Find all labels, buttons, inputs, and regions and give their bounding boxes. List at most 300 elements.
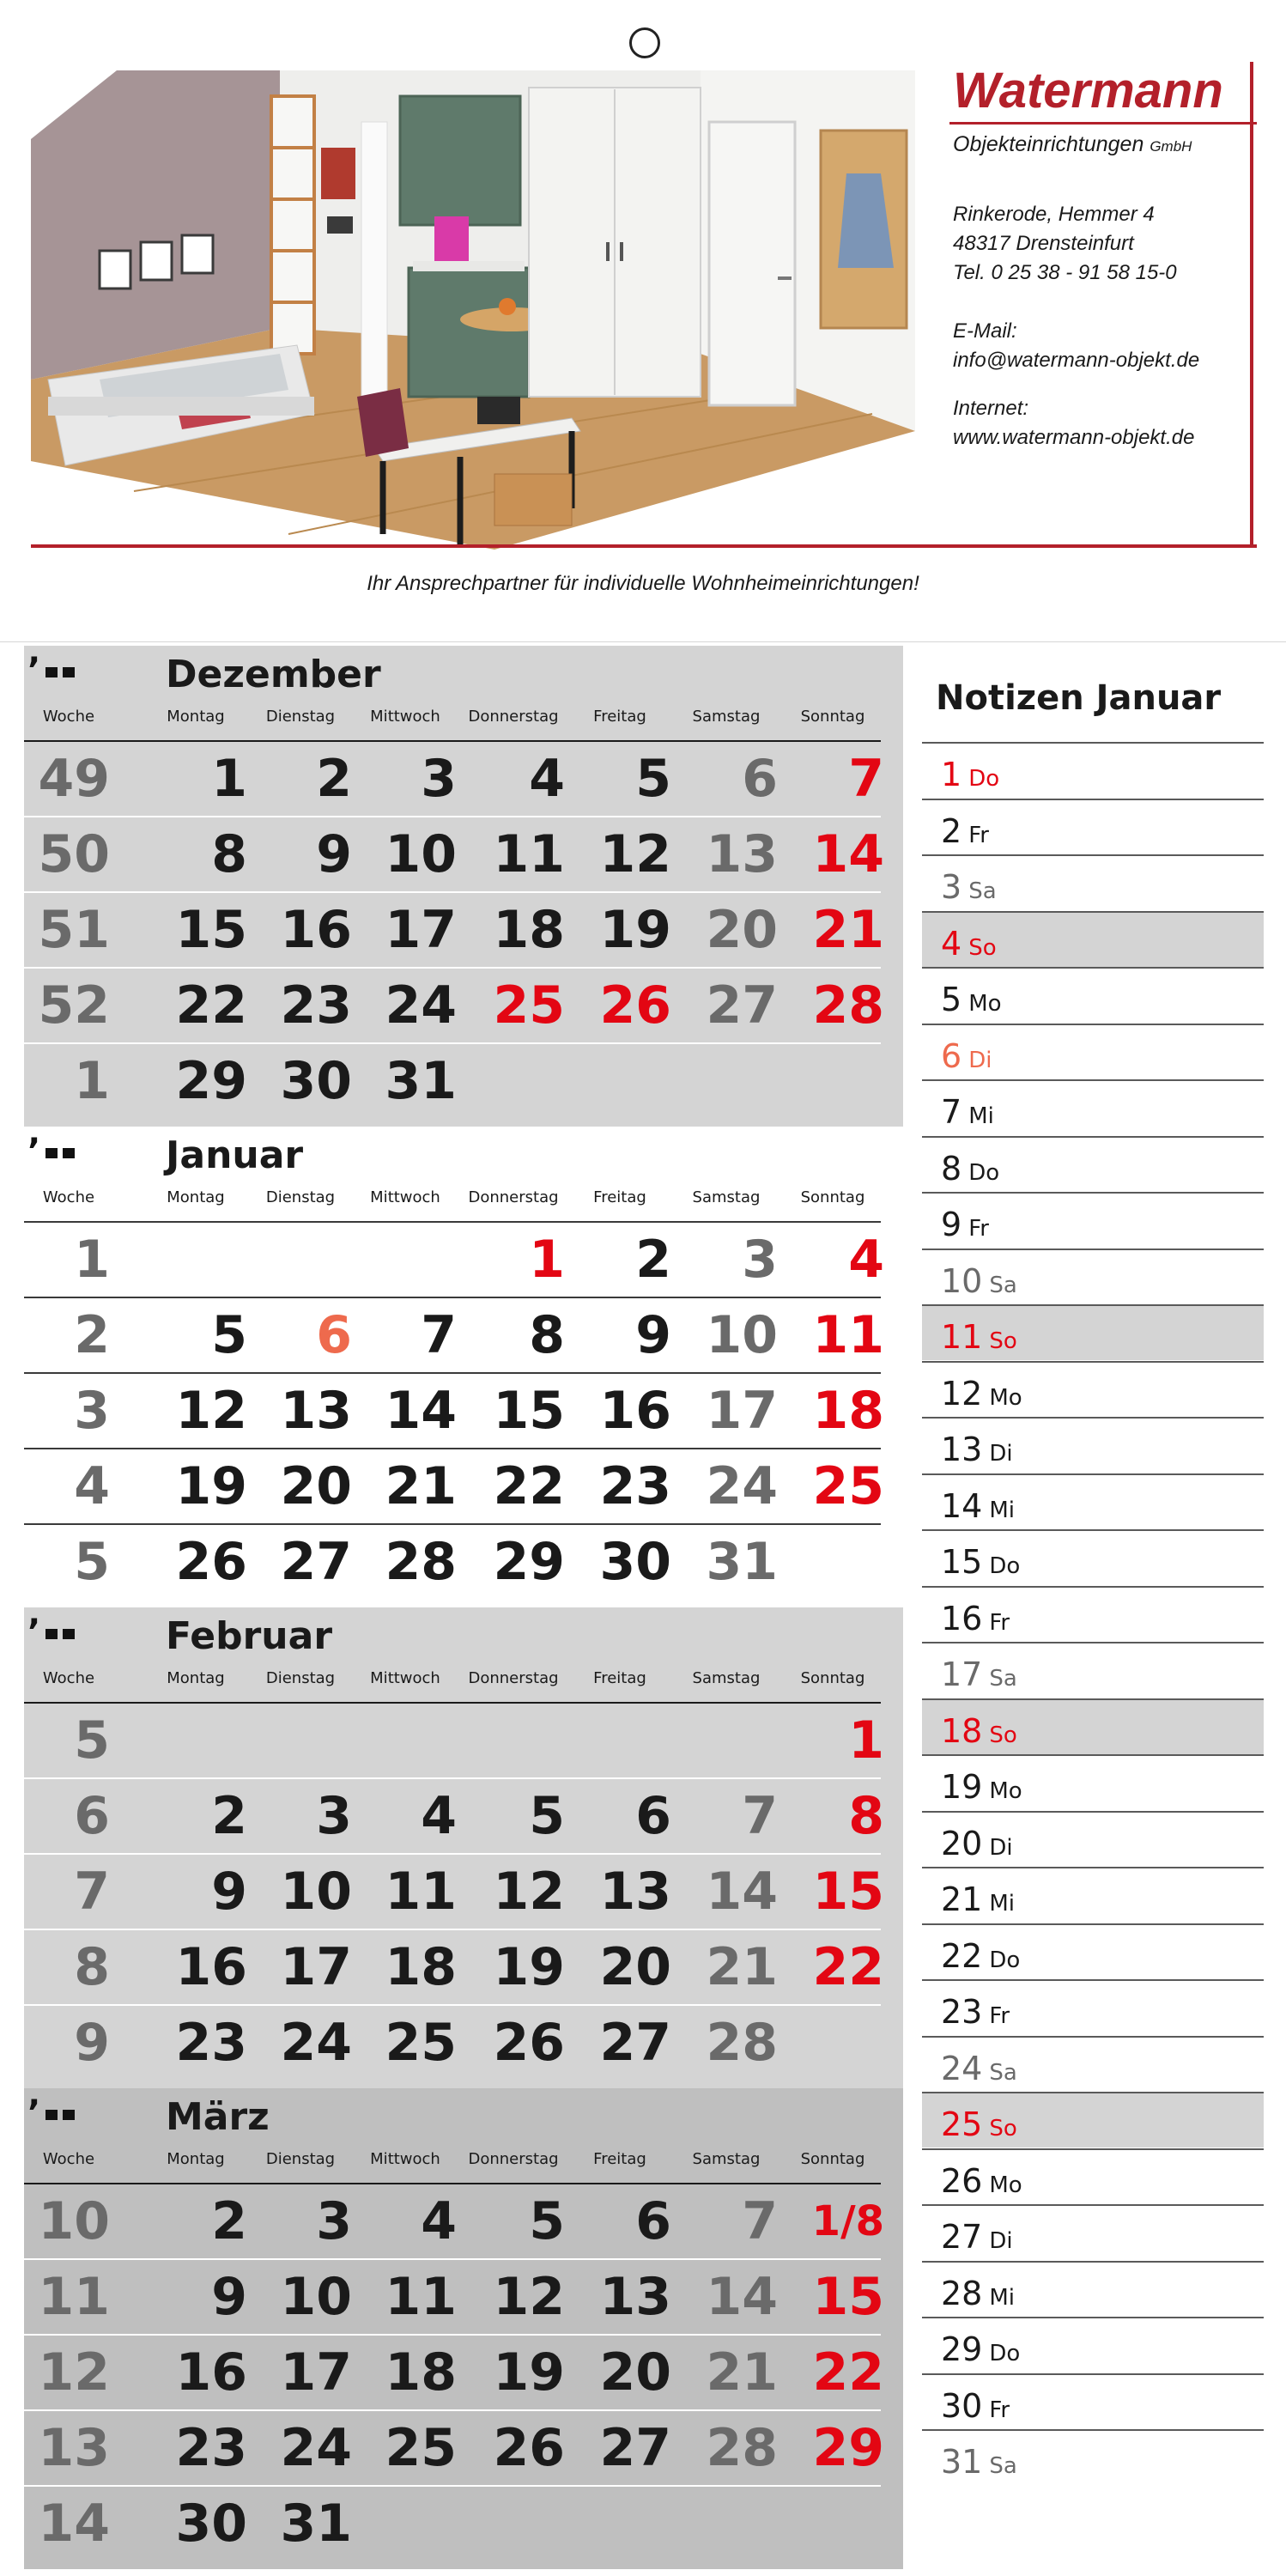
day-number: 24 [280, 2418, 352, 2478]
day-number: 5 [529, 1786, 565, 1846]
note-day-row[interactable] [922, 1361, 1264, 1417]
day-number: 14 [812, 824, 884, 884]
month-block-dezember [24, 646, 903, 1127]
week-column-header: Woche [42, 1669, 95, 1687]
note-day-digit: 26 [941, 2161, 983, 2200]
year-digit-box [63, 1629, 75, 1639]
day-number: 9 [211, 2267, 247, 2327]
day-number: 3 [421, 749, 457, 809]
weekday-header: Samstag [692, 1188, 761, 1206]
day-number: 2 [635, 1230, 671, 1290]
year-digit-box [63, 1148, 75, 1158]
notes-title: Notizen Januar [936, 678, 1222, 718]
note-day-row[interactable] [922, 1136, 1264, 1192]
day-number: 1/8 [811, 2197, 884, 2245]
note-day-digit: 7 [941, 1093, 962, 1131]
week-number: 9 [74, 2013, 110, 2073]
day-number: 25 [385, 2013, 457, 2073]
calendar-week-row [24, 1042, 881, 1118]
day-number: 3 [316, 2191, 352, 2251]
calendar-week-row [24, 816, 884, 891]
weekday-header: Mittwoch [370, 708, 440, 726]
year-apostrophe: ’ [27, 2093, 41, 2133]
note-weekday: So [989, 1722, 1017, 1748]
day-number: 21 [706, 1937, 778, 1997]
row-divider [24, 2409, 881, 2411]
note-day-row[interactable] [922, 2148, 1264, 2204]
company-email-label: E-Mail: [953, 319, 1017, 343]
day-number: 14 [706, 1862, 778, 1922]
day-number: 12 [493, 1862, 565, 1922]
day-number: 20 [599, 2342, 671, 2403]
note-day-number [941, 756, 999, 793]
day-number: 7 [742, 2191, 778, 2251]
day-number: 9 [211, 1862, 247, 1922]
calendar-week-row [24, 2485, 881, 2561]
day-number: 10 [385, 824, 457, 884]
row-divider [24, 1523, 881, 1525]
month-name: Dezember [166, 653, 381, 696]
weekday-header: Mittwoch [370, 2150, 440, 2168]
day-number: 17 [385, 900, 457, 960]
day-number: 26 [493, 2013, 565, 2073]
calendar-week-row [24, 1372, 884, 1448]
day-number: 26 [493, 2418, 565, 2478]
day-number: 9 [635, 1305, 671, 1365]
row-divider [24, 967, 881, 969]
day-number: 29 [812, 2418, 884, 2478]
note-day-digit: 1 [941, 756, 962, 793]
day-number: 1 [848, 1710, 884, 1771]
weekday-header: Dienstag [265, 1669, 336, 1687]
note-weekday: Di [968, 1047, 992, 1073]
day-number: 23 [175, 2418, 247, 2478]
row-divider [24, 816, 881, 817]
note-day-number [941, 1037, 992, 1075]
note-day-digit: 15 [941, 1543, 983, 1581]
day-number: 28 [706, 2013, 778, 2073]
calendar-week-row [24, 1929, 884, 2004]
note-weekday: So [989, 1328, 1017, 1354]
note-day-digit: 23 [941, 1993, 983, 2031]
row-divider [24, 1448, 881, 1449]
note-day-digit: 27 [941, 2218, 983, 2256]
note-day-row[interactable] [922, 1923, 1264, 1979]
note-day-digit: 30 [941, 2386, 983, 2425]
day-number: 20 [280, 1456, 352, 1516]
day-number: 17 [706, 1381, 778, 1441]
company-web-label: Internet: [953, 397, 1029, 420]
note-weekday: Sa [989, 1272, 1017, 1298]
room-interior-photo [31, 70, 915, 550]
day-number: 30 [599, 1532, 671, 1592]
day-number: 13 [599, 1862, 671, 1922]
year-digit-box [45, 1148, 58, 1158]
day-number: 29 [175, 1051, 247, 1111]
note-day-digit: 16 [941, 1599, 983, 1637]
note-day-digit: 19 [941, 1768, 983, 1806]
note-day-digit: 4 [941, 924, 962, 963]
note-day-row[interactable] [922, 1249, 1264, 1304]
day-number: 2 [211, 1786, 247, 1846]
company-web[interactable]: www.watermann-objekt.de [953, 426, 1195, 449]
year-digit-box [45, 667, 58, 677]
day-number: 27 [706, 975, 778, 1036]
day-number: 24 [706, 1456, 778, 1516]
weekday-header: Dienstag [265, 1188, 336, 1206]
weekday-header: Mittwoch [370, 1669, 440, 1687]
year-mark [27, 2093, 75, 2133]
weekday-header: Donnerstag [468, 2150, 559, 2168]
day-number: 15 [812, 1862, 884, 1922]
day-number: 25 [812, 1456, 884, 1516]
row-divider [24, 2334, 881, 2336]
year-digit-box [45, 2110, 58, 2120]
weekday-header: Donnerstag [468, 708, 559, 726]
note-day-number [941, 2162, 1022, 2200]
day-number: 18 [493, 900, 565, 960]
week-number: 5 [74, 1710, 110, 1771]
weekday-header: Dienstag [265, 2150, 336, 2168]
week-number: 49 [38, 749, 110, 809]
day-number: 13 [706, 824, 778, 884]
company-subtitle [953, 132, 1192, 157]
day-number: 6 [635, 2191, 671, 2251]
weekday-header: Sonntag [800, 2150, 865, 2168]
day-number: 9 [316, 824, 352, 884]
slogan: Ihr Ansprechpartner für individuelle Wohnheimeinrichtungen! [367, 572, 919, 595]
day-number: 22 [493, 1456, 565, 1516]
year-mark [27, 1132, 75, 1171]
week-number: 2 [74, 1305, 110, 1365]
note-day-row[interactable] [922, 854, 1264, 910]
row-divider [24, 1702, 881, 1704]
note-day-number [941, 2050, 1017, 2087]
month-name: März [166, 2095, 270, 2139]
week-column-header: Woche [42, 1188, 95, 1206]
day-number: 27 [280, 1532, 352, 1592]
day-number: 31 [385, 1051, 457, 1111]
day-number: 27 [599, 2418, 671, 2478]
month-block-januar [24, 1127, 903, 1607]
week-number: 51 [38, 900, 110, 960]
weekday-header: Freitag [593, 2150, 646, 2168]
note-day-number [941, 1937, 1020, 1975]
note-day-number [941, 812, 989, 850]
note-day-row[interactable] [922, 2317, 1264, 2372]
note-day-digit: 20 [941, 1824, 983, 1862]
day-number: 28 [385, 1532, 457, 1592]
note-day-digit: 8 [941, 1149, 962, 1188]
note-day-row[interactable] [922, 1979, 1264, 2035]
year-apostrophe: ’ [27, 1613, 41, 1652]
day-number: 11 [385, 1862, 457, 1922]
row-divider [24, 2485, 881, 2487]
note-day-row[interactable] [922, 2373, 1264, 2429]
note-weekday: Fr [968, 1216, 989, 1242]
day-number: 16 [175, 2342, 247, 2403]
day-number: 11 [812, 1305, 884, 1365]
note-weekday: Sa [989, 1666, 1017, 1692]
weekday-header: Donnerstag [468, 1669, 559, 1687]
note-day-number [941, 868, 997, 906]
note-day-row[interactable] [922, 1698, 1264, 1754]
day-number: 24 [385, 975, 457, 1036]
note-day-number [941, 1768, 1022, 1806]
day-number: 4 [529, 749, 565, 809]
day-number: 25 [493, 975, 565, 1036]
day-number: 19 [175, 1456, 247, 1516]
calendar-week-row [24, 1523, 881, 1599]
note-day-row[interactable] [922, 1754, 1264, 1810]
day-number: 13 [599, 2267, 671, 2327]
note-day-number [941, 2218, 1013, 2256]
note-day-number [941, 2387, 1010, 2425]
note-day-row[interactable] [922, 1024, 1264, 1079]
note-weekday: Di [989, 1441, 1013, 1467]
note-day-row[interactable] [922, 799, 1264, 854]
day-number: 2 [211, 2191, 247, 2251]
day-number: 21 [706, 2342, 778, 2403]
week-number: 1 [74, 1051, 110, 1111]
weekday-header: Samstag [692, 708, 761, 726]
day-number: 27 [599, 2013, 671, 2073]
weekday-header: Dienstag [265, 708, 336, 726]
day-number: 23 [599, 1456, 671, 1516]
note-day-number [941, 2330, 1020, 2368]
week-number: 5 [74, 1532, 110, 1592]
calendar-week-row [24, 1448, 884, 1523]
note-day-digit: 9 [941, 1206, 962, 1243]
note-day-number [941, 1600, 1010, 1637]
day-number: 31 [706, 1532, 778, 1592]
note-day-row[interactable] [922, 1192, 1264, 1248]
company-name-underline [949, 122, 1257, 125]
calendar-week-row [24, 2183, 884, 2258]
note-weekday: So [989, 2116, 1017, 2142]
calendar-week-row [24, 1853, 884, 1929]
note-day-row[interactable] [922, 911, 1264, 967]
note-day-digit: 25 [941, 2105, 983, 2143]
company-phone: Tel. 0 25 38 - 91 58 15-0 [953, 261, 1177, 284]
note-day-row[interactable] [922, 1642, 1264, 1698]
note-weekday: Mo [989, 1778, 1022, 1804]
day-number: 25 [385, 2418, 457, 2478]
note-day-digit: 2 [941, 811, 962, 850]
note-day-row[interactable] [922, 967, 1264, 1023]
row-divider [24, 1777, 881, 1779]
day-number: 4 [421, 2191, 457, 2251]
row-divider [24, 2183, 881, 2184]
calendar-week-row [24, 1221, 884, 1297]
calendar-week-row [24, 2004, 881, 2080]
note-day-digit: 11 [941, 1318, 983, 1356]
note-day-row[interactable] [922, 2429, 1264, 2485]
weekday-header: Donnerstag [468, 1188, 559, 1206]
note-day-digit: 24 [941, 2049, 983, 2087]
note-weekday: So [968, 934, 997, 961]
day-number: 5 [529, 2191, 565, 2251]
day-number: 16 [280, 900, 352, 960]
day-number: 28 [812, 975, 884, 1036]
day-number: 16 [175, 1937, 247, 1997]
day-number: 15 [493, 1381, 565, 1441]
year-digit-box [63, 2110, 75, 2120]
note-weekday: Fr [989, 1609, 1010, 1636]
day-number: 24 [280, 2013, 352, 2073]
day-number: 2 [316, 749, 352, 809]
note-day-digit: 13 [941, 1431, 983, 1468]
day-number: 6 [742, 749, 778, 809]
note-day-row[interactable] [922, 1811, 1264, 1867]
note-day-digit: 22 [941, 1936, 983, 1975]
week-number: 52 [38, 975, 110, 1036]
day-number: 22 [812, 1937, 884, 1997]
day-number: 11 [385, 2267, 457, 2327]
note-weekday: Fr [989, 2003, 1010, 2029]
day-number: 19 [493, 2342, 565, 2403]
month-name: Februar [166, 1614, 333, 1658]
row-divider [24, 2258, 881, 2260]
weekday-header: Sonntag [800, 1188, 865, 1206]
calendar-week-row [24, 891, 884, 967]
day-number: 29 [493, 1532, 565, 1592]
day-number: 17 [280, 2342, 352, 2403]
week-number: 3 [74, 1381, 110, 1441]
day-number: 30 [175, 2494, 247, 2554]
note-weekday: Di [989, 1834, 1013, 1861]
year-mark [27, 1613, 75, 1652]
note-weekday: Sa [989, 2453, 1017, 2479]
day-number: 8 [848, 1786, 884, 1846]
weekday-header: Mittwoch [370, 1188, 440, 1206]
note-day-row[interactable] [922, 1586, 1264, 1642]
note-day-number [941, 1150, 999, 1188]
company-subtitle-text: Objekteinrichtungen [953, 132, 1144, 156]
note-day-digit: 21 [941, 1880, 983, 1918]
note-weekday: Do [989, 2341, 1021, 2366]
note-day-digit: 31 [941, 2443, 983, 2481]
note-day-number [941, 1262, 1017, 1300]
day-number: 6 [316, 1305, 352, 1365]
year-digit-box [63, 667, 75, 677]
note-day-row[interactable] [922, 2204, 1264, 2260]
day-number: 30 [280, 1051, 352, 1111]
note-day-row[interactable] [922, 1473, 1264, 1529]
weekday-header: Montag [167, 2150, 225, 2168]
company-street: Rinkerode, Hemmer 4 [953, 203, 1155, 226]
day-number: 8 [211, 824, 247, 884]
week-number: 11 [38, 2267, 110, 2327]
day-number: 7 [742, 1786, 778, 1846]
weekday-header: Montag [167, 1669, 225, 1687]
day-number: 23 [175, 2013, 247, 2073]
note-day-digit: 10 [941, 1261, 983, 1300]
note-day-digit: 6 [941, 1036, 962, 1075]
day-number: 23 [280, 975, 352, 1036]
weekday-header: Sonntag [800, 708, 865, 726]
note-day-number [941, 1487, 1015, 1525]
week-number: 50 [38, 824, 110, 884]
weekday-header: Freitag [593, 1669, 646, 1687]
note-day-digit: 18 [941, 1711, 983, 1750]
calendar-week-row [24, 2334, 884, 2409]
day-number: 19 [599, 900, 671, 960]
note-day-row[interactable] [922, 1867, 1264, 1923]
note-weekday: Sa [989, 2059, 1017, 2086]
note-day-row[interactable] [922, 1417, 1264, 1473]
row-divider [24, 1042, 881, 1044]
note-day-digit: 17 [941, 1656, 983, 1693]
week-number: 10 [38, 2191, 110, 2251]
note-day-number [941, 2443, 1017, 2481]
year-digit-box [45, 1629, 58, 1639]
day-number: 26 [175, 1532, 247, 1592]
calendar-week-row [24, 740, 884, 816]
calendar-week-row [24, 2258, 884, 2334]
note-weekday: Do [989, 1947, 1021, 1973]
row-divider [24, 1372, 881, 1374]
note-day-row[interactable] [922, 1079, 1264, 1135]
week-number: 13 [38, 2418, 110, 2478]
note-weekday: Mi [989, 2284, 1016, 2311]
day-number: 22 [812, 2342, 884, 2403]
note-day-digit: 3 [941, 868, 962, 906]
company-email[interactable]: info@watermann-objekt.de [953, 349, 1200, 372]
day-number: 18 [812, 1381, 884, 1441]
note-weekday: Fr [968, 822, 989, 848]
row-divider [24, 740, 881, 742]
day-number: 10 [706, 1305, 778, 1365]
note-weekday: Fr [989, 2397, 1010, 2423]
note-day-row[interactable] [922, 2036, 1264, 2092]
day-number: 13 [280, 1381, 352, 1441]
note-day-row[interactable] [922, 1529, 1264, 1585]
day-number: 26 [599, 975, 671, 1036]
note-day-number [941, 1318, 1017, 1356]
day-number: 21 [812, 900, 884, 960]
note-day-number [941, 1880, 1015, 1918]
day-number: 20 [706, 900, 778, 960]
note-weekday: Do [968, 1159, 1000, 1186]
note-weekday: Mi [989, 1891, 1016, 1917]
day-number: 1 [529, 1230, 565, 1290]
weekday-header: Montag [167, 1188, 225, 1206]
note-weekday: Mo [989, 1384, 1022, 1411]
company-legal-suffix: GmbH [1150, 138, 1192, 155]
row-divider [24, 1221, 881, 1223]
note-day-digit: 14 [941, 1486, 983, 1525]
note-day-row[interactable] [922, 742, 1264, 798]
day-number: 18 [385, 1937, 457, 1997]
day-number: 22 [175, 975, 247, 1036]
day-number: 12 [599, 824, 671, 884]
note-day-row[interactable] [922, 1304, 1264, 1360]
day-number: 6 [635, 1786, 671, 1846]
note-day-row[interactable] [922, 2261, 1264, 2317]
note-weekday: Do [989, 1553, 1021, 1579]
calendar-week-row [24, 1777, 884, 1853]
note-day-row[interactable] [922, 2092, 1264, 2148]
year-apostrophe: ’ [27, 651, 41, 690]
day-number: 3 [742, 1230, 778, 1290]
week-number: 4 [74, 1456, 110, 1516]
day-number: 10 [280, 2267, 352, 2327]
weekday-header: Freitag [593, 1188, 646, 1206]
row-divider [24, 891, 881, 893]
day-number: 19 [493, 1937, 565, 1997]
company-info-box [934, 62, 1253, 548]
